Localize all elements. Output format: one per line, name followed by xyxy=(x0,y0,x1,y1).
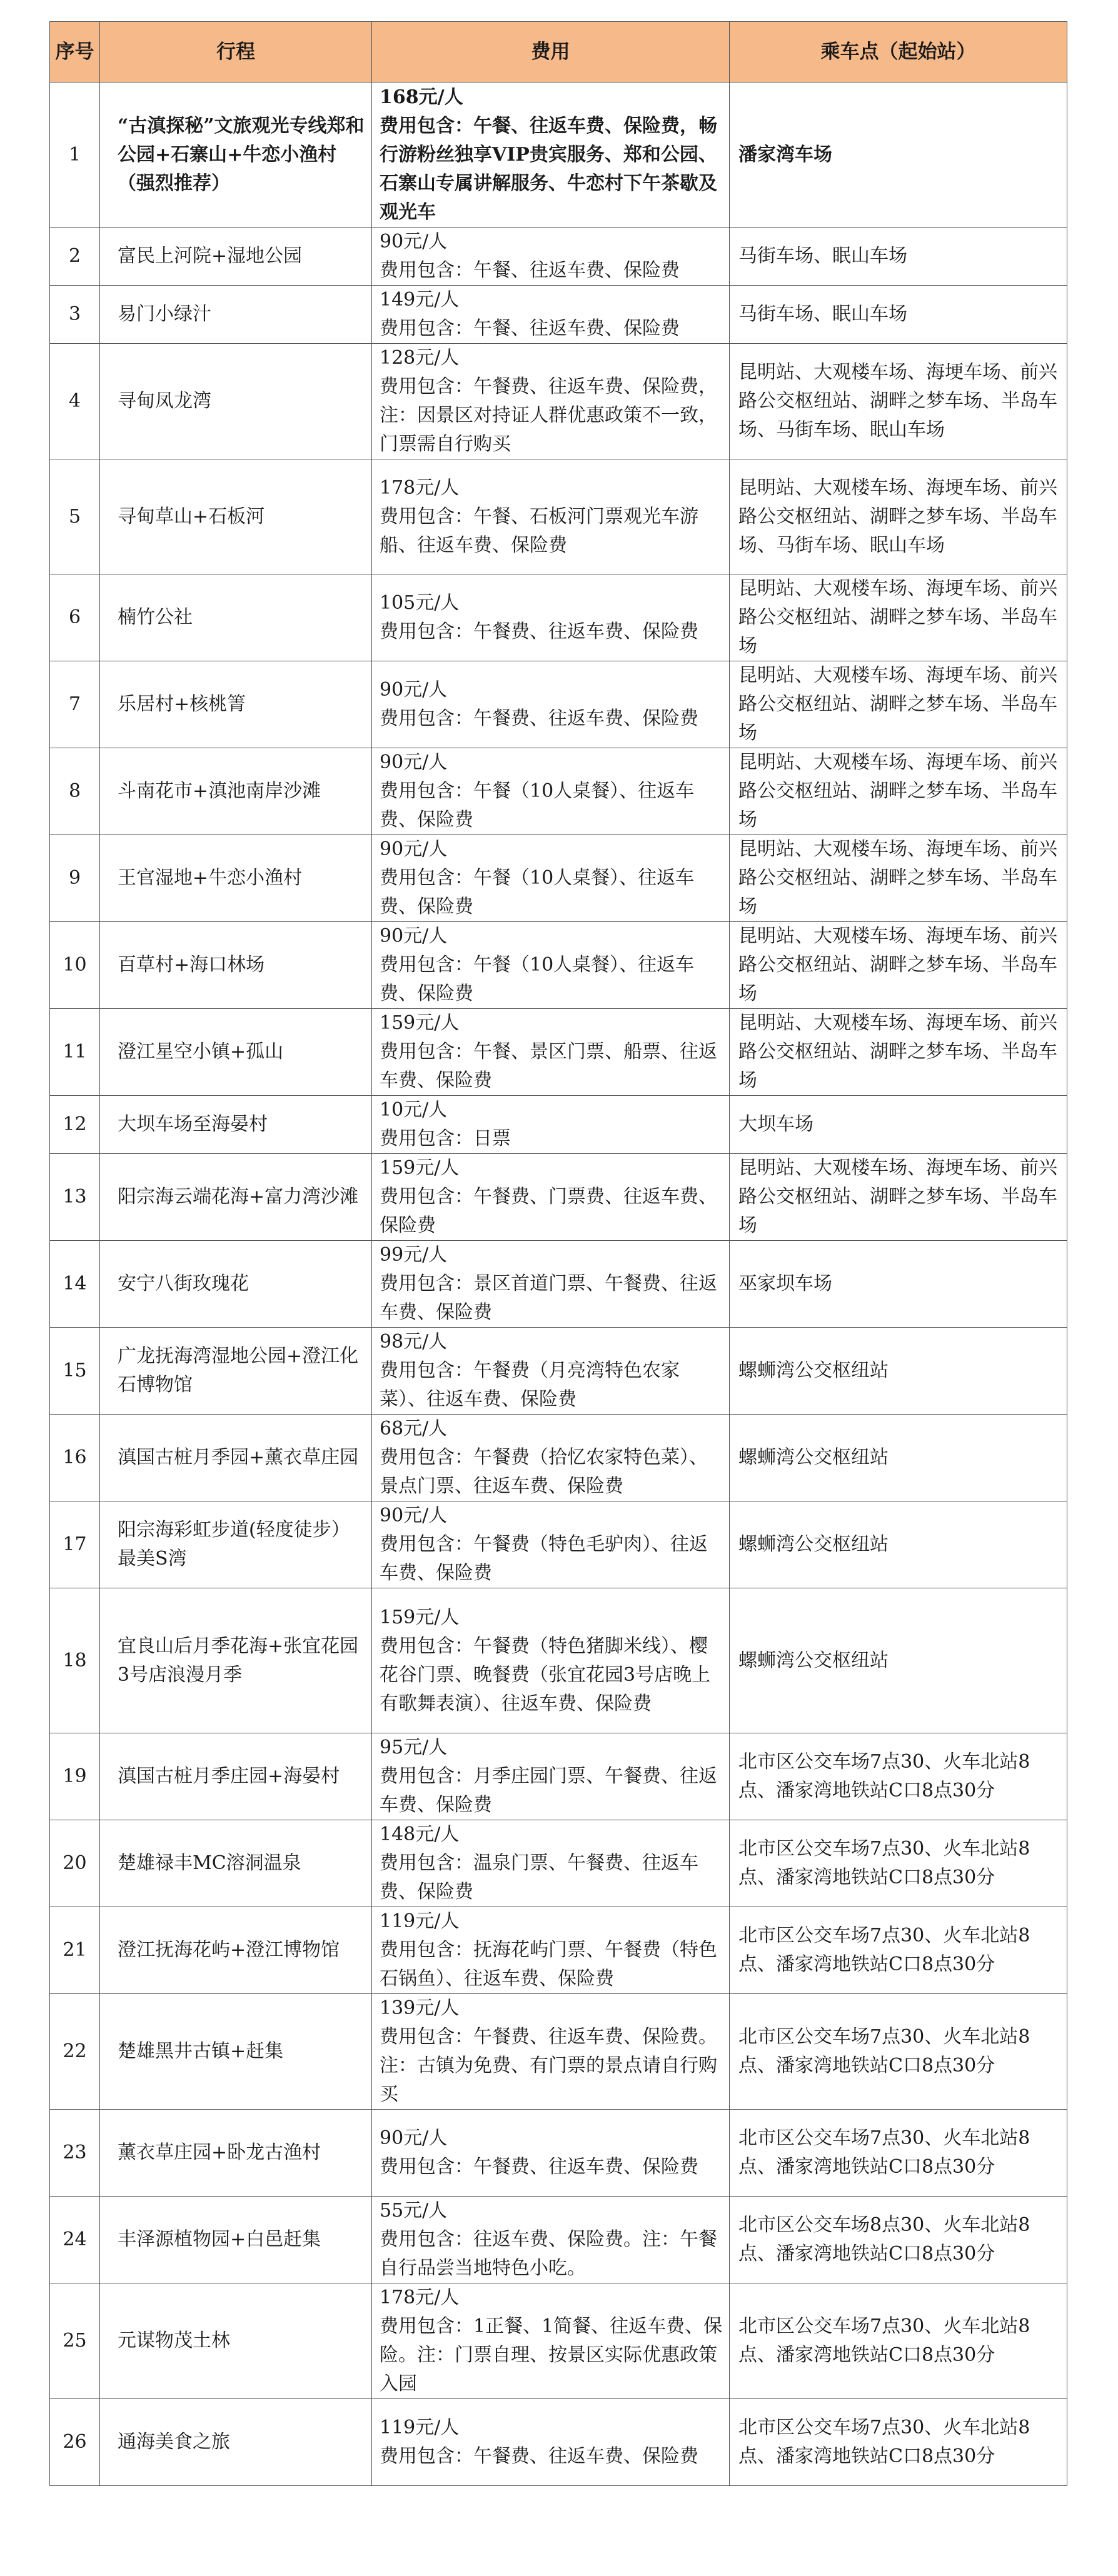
cost-cell xyxy=(372,2283,730,2399)
pickup-cell: 昆明站、大观楼车场、海埂车场、前兴路公交枢纽站、湖畔之梦车场、半岛车场 xyxy=(730,1009,1067,1096)
price-text: 90元/人 xyxy=(380,1505,448,1526)
cost-detail: 费用包含：月季庄园门票、午餐费、往返车费、保险费 xyxy=(380,1765,717,1816)
cost-detail: 费用包含：景区首道门票、午餐费、往返车费、保险费 xyxy=(380,1273,717,1323)
route-cell: 百草村+海口林场 xyxy=(100,922,372,1009)
price-text: 105元/人 xyxy=(380,592,460,614)
pickup-cell: 昆明站、大观楼车场、海埂车场、前兴路公交枢纽站、湖畔之梦车场、半岛车场 xyxy=(730,835,1067,922)
pickup-cell: 北市区公交车场7点30、火车北站8点、潘家湾地铁站C口8点30分 xyxy=(730,1994,1067,2110)
pickup-cell: 昆明站、大观楼车场、海埂车场、前兴路公交枢纽站、湖畔之梦车场、半岛车场 xyxy=(730,922,1067,1009)
route-cell: 安宁八街玫瑰花 xyxy=(100,1241,372,1328)
row-number: 22 xyxy=(50,1994,100,2110)
row-number: 8 xyxy=(50,748,100,835)
cost-cell xyxy=(372,459,730,574)
row-number: 6 xyxy=(50,574,100,661)
route-cell: 丰泽源植物园+白邑赶集 xyxy=(100,2197,372,2283)
table-row xyxy=(50,83,1067,228)
table-row xyxy=(50,2399,1067,2486)
itinerary-sheet xyxy=(49,21,1067,2486)
row-number: 10 xyxy=(50,922,100,1009)
route-cell: 楚雄黑井古镇+赶集 xyxy=(100,1994,372,2110)
price-text: 178元/人 xyxy=(380,2287,460,2308)
row-number: 24 xyxy=(50,2197,100,2283)
cost-detail: 费用包含：温泉门票、午餐费、往返车费、保险费 xyxy=(380,1852,698,1903)
table-row xyxy=(50,286,1067,344)
cost-cell xyxy=(372,835,730,922)
route-cell: 薰衣草庄园+卧龙古渔村 xyxy=(100,2110,372,2197)
table-body xyxy=(50,83,1067,2486)
cost-detail: 费用包含：午餐费、门票费、往返车费、保险费 xyxy=(380,1186,717,1236)
route-cell: 寻甸凤龙湾 xyxy=(100,344,372,459)
row-number: 25 xyxy=(50,2283,100,2399)
pickup-cell: 北市区公交车场7点30、火车北站8点、潘家湾地铁站C口8点30分 xyxy=(730,1733,1067,1820)
table-row xyxy=(50,1154,1067,1241)
row-number: 9 xyxy=(50,835,100,922)
table-row xyxy=(50,1588,1067,1733)
table-row xyxy=(50,228,1067,286)
cost-cell xyxy=(372,1907,730,1994)
table-row xyxy=(50,922,1067,1009)
table-row xyxy=(50,1733,1067,1820)
cost-detail: 费用包含：午餐、往返车费、保险费 xyxy=(380,318,680,339)
table-row xyxy=(50,574,1067,661)
row-number: 14 xyxy=(50,1241,100,1328)
price-text: 139元/人 xyxy=(380,1997,460,2019)
header-route: 行程 xyxy=(100,22,372,83)
pickup-cell: 巫家坝车场 xyxy=(730,1241,1067,1328)
cost-cell xyxy=(372,748,730,835)
route-cell: 广龙抚海湾湿地公园+澄江化石博物馆 xyxy=(100,1328,372,1415)
price-text: 119元/人 xyxy=(380,1910,460,1932)
pickup-cell: 北市区公交车场8点30、火车北站8点、潘家湾地铁站C口8点30分 xyxy=(730,2197,1067,2283)
route-cell: 乐居村+核桃箐 xyxy=(100,661,372,748)
cost-cell xyxy=(372,1241,730,1328)
pickup-cell: 马街车场、眠山车场 xyxy=(730,286,1067,344)
cost-cell xyxy=(372,228,730,286)
price-text: 168元/人 xyxy=(380,86,463,108)
cost-detail: 费用包含：午餐费、往返车费、保险费 xyxy=(380,708,698,729)
cost-detail: 费用包含：午餐费、往返车费、保险费，注：因景区对持证人群优惠政策不一致，门票需自行购买 xyxy=(380,376,717,455)
header-row xyxy=(50,22,1067,83)
price-text: 99元/人 xyxy=(380,1244,448,1266)
route-cell: 大坝车场至海晏村 xyxy=(100,1096,372,1154)
route-cell: 阳宗海彩虹步道(轻度徒步）最美S湾 xyxy=(100,1501,372,1588)
cost-detail: 费用包含：午餐、往返车费、保险费，畅行游粉丝独享VIP贵宾服务、郑和公园、石寨山专属讲解服务、牛恋村下午茶歇及观光车 xyxy=(380,114,717,223)
cost-cell xyxy=(372,344,730,459)
pickup-cell: 北市区公交车场7点30、火车北站8点、潘家湾地铁站C口8点30分 xyxy=(730,1820,1067,1907)
price-text: 98元/人 xyxy=(380,1331,448,1353)
table-row xyxy=(50,661,1067,748)
table-row xyxy=(50,1415,1067,1501)
cost-cell xyxy=(372,1328,730,1415)
route-cell: 楠竹公社 xyxy=(100,574,372,661)
price-text: 128元/人 xyxy=(380,347,460,369)
table-row xyxy=(50,835,1067,922)
table-row xyxy=(50,748,1067,835)
cost-detail: 费用包含：抚海花屿门票、午餐费（特色石锅鱼）、往返车费、保险费 xyxy=(380,1939,717,1990)
cost-cell xyxy=(372,574,730,661)
table-row xyxy=(50,1994,1067,2110)
cost-cell xyxy=(372,1588,730,1733)
row-number: 23 xyxy=(50,2110,100,2197)
pickup-cell: 北市区公交车场7点30、火车北站8点、潘家湾地铁站C口8点30分 xyxy=(730,2283,1067,2399)
pickup-cell: 昆明站、大观楼车场、海埂车场、前兴路公交枢纽站、湖畔之梦车场、半岛车场 xyxy=(730,574,1067,661)
price-text: 178元/人 xyxy=(380,476,460,499)
cost-detail: 费用包含：午餐费、往返车费、保险费 xyxy=(380,621,698,643)
row-number: 18 xyxy=(50,1588,100,1733)
row-number: 4 xyxy=(50,344,100,459)
row-number: 7 xyxy=(50,661,100,748)
cost-detail: 费用包含：午餐、景区门票、船票、往返车费、保险费 xyxy=(380,1041,717,1091)
table-row xyxy=(50,2283,1067,2399)
row-number: 5 xyxy=(50,459,100,574)
cost-detail: 费用包含：午餐费（特色猪脚米线）、樱花谷门票、晚餐费（张宜花园3号店晚上有歌舞表演）、往返车费、保险费 xyxy=(380,1635,711,1715)
cost-cell xyxy=(372,1820,730,1907)
table-row xyxy=(50,459,1067,574)
pickup-cell: 昆明站、大观楼车场、海埂车场、前兴路公交枢纽站、湖畔之梦车场、半岛车场 xyxy=(730,661,1067,748)
route-cell: 通海美食之旅 xyxy=(100,2399,372,2486)
route-cell: 元谋物茂土林 xyxy=(100,2283,372,2399)
price-text: 90元/人 xyxy=(380,751,448,773)
cost-cell xyxy=(372,661,730,748)
price-text: 148元/人 xyxy=(380,1823,460,1845)
pickup-cell: 螺蛳湾公交枢纽站 xyxy=(730,1415,1067,1501)
row-number: 16 xyxy=(50,1415,100,1501)
cost-detail: 费用包含：午餐（10人桌餐）、往返车费、保险费 xyxy=(380,780,695,831)
price-text: 68元/人 xyxy=(380,1418,448,1440)
route-cell: 澄江星空小镇+孤山 xyxy=(100,1009,372,1096)
cost-detail: 费用包含：午餐、石板河门票观光车游船、往返车费、保险费 xyxy=(380,505,698,556)
pickup-cell: 马街车场、眠山车场 xyxy=(730,228,1067,286)
cost-detail: 费用包含：午餐（10人桌餐）、往返车费、保险费 xyxy=(380,867,695,918)
cost-detail: 费用包含：午餐、往返车费、保险费 xyxy=(380,259,680,281)
cost-cell xyxy=(372,2197,730,2283)
price-text: 159元/人 xyxy=(380,1606,460,1628)
pickup-cell: 潘家湾车场 xyxy=(730,83,1067,228)
price-text: 90元/人 xyxy=(380,679,448,701)
table-row xyxy=(50,1328,1067,1415)
table-row xyxy=(50,1907,1067,1994)
price-text: 119元/人 xyxy=(380,2417,460,2438)
cost-cell xyxy=(372,922,730,1009)
pickup-cell: 北市区公交车场7点30、火车北站8点、潘家湾地铁站C口8点30分 xyxy=(730,2399,1067,2486)
price-text: 149元/人 xyxy=(380,289,460,311)
cost-cell xyxy=(372,1096,730,1154)
cost-detail: 费用包含：午餐费、往返车费、保险费。注：古镇为免费、有门票的景点请自行购买 xyxy=(380,2026,717,2105)
row-number: 21 xyxy=(50,1907,100,1994)
route-cell: 楚雄禄丰MC溶洞温泉 xyxy=(100,1820,372,1907)
cost-cell xyxy=(372,1733,730,1820)
route-cell: 富民上河院+湿地公园 xyxy=(100,228,372,286)
table-row xyxy=(50,1009,1067,1096)
cost-detail: 费用包含：午餐（10人桌餐）、往返车费、保险费 xyxy=(380,954,695,1005)
table-row xyxy=(50,2197,1067,2283)
cost-cell xyxy=(372,1501,730,1588)
pickup-cell: 螺蛳湾公交枢纽站 xyxy=(730,1501,1067,1588)
table-row xyxy=(50,1096,1067,1154)
row-number: 11 xyxy=(50,1009,100,1096)
pickup-cell: 北市区公交车场7点30、火车北站8点、潘家湾地铁站C口8点30分 xyxy=(730,1907,1067,1994)
cost-cell xyxy=(372,2110,730,2197)
cost-detail: 费用包含：日票 xyxy=(380,1128,511,1150)
route-cell: 澄江抚海花屿+澄江博物馆 xyxy=(100,1907,372,1994)
route-cell: 寻甸草山+石板河 xyxy=(100,459,372,574)
cost-detail: 费用包含：午餐费、往返车费、保险费 xyxy=(380,2156,698,2178)
row-number: 17 xyxy=(50,1501,100,1588)
cost-detail: 费用包含：1正餐、1简餐、往返车费、保险。注：门票自理、按景区实际优惠政策入园 xyxy=(380,2315,723,2395)
cost-detail: 费用包含：午餐费、往返车费、保险费 xyxy=(380,2445,698,2467)
price-text: 55元/人 xyxy=(380,2200,448,2222)
cost-detail: 费用包含：午餐费（特色毛驴肉）、往返车费、保险费 xyxy=(380,1533,708,1584)
cost-cell xyxy=(372,1009,730,1096)
row-number: 2 xyxy=(50,228,100,286)
table-row xyxy=(50,1241,1067,1328)
pickup-cell: 昆明站、大观楼车场、海埂车场、前兴路公交枢纽站、湖畔之梦车场、半岛车场 xyxy=(730,748,1067,835)
pickup-cell: 昆明站、大观楼车场、海埂车场、前兴路公交枢纽站、湖畔之梦车场、半岛车场、马街车场、眠山车场 xyxy=(730,344,1067,459)
cost-cell xyxy=(372,1154,730,1241)
table-row xyxy=(50,1501,1067,1588)
price-text: 90元/人 xyxy=(380,2127,448,2149)
route-cell: 宜良山后月季花海+张宜花园3号店浪漫月季 xyxy=(100,1588,372,1733)
price-text: 159元/人 xyxy=(380,1157,460,1179)
price-text: 159元/人 xyxy=(380,1012,460,1034)
table-row xyxy=(50,344,1067,459)
pickup-cell: 昆明站、大观楼车场、海埂车场、前兴路公交枢纽站、湖畔之梦车场、半岛车场、马街车场、眠山车场 xyxy=(730,459,1067,574)
route-cell: 王官湿地+牛恋小渔村 xyxy=(100,835,372,922)
pickup-cell: 昆明站、大观楼车场、海埂车场、前兴路公交枢纽站、湖畔之梦车场、半岛车场 xyxy=(730,1154,1067,1241)
cost-detail: 费用包含：午餐费（月亮湾特色农家菜）、往返车费、保险费 xyxy=(380,1360,680,1410)
cost-detail: 费用包含：午餐费（拾忆农家特色菜）、景点门票、往返车费、保险费 xyxy=(380,1446,708,1497)
header-num: 序号 xyxy=(50,22,100,83)
cost-detail: 费用包含：往返车费、保险费。注：午餐自行品尝当地特色小吃。 xyxy=(380,2228,717,2279)
row-number: 1 xyxy=(50,83,100,228)
pickup-cell: 螺蛳湾公交枢纽站 xyxy=(730,1328,1067,1415)
pickup-cell: 北市区公交车场7点30、火车北站8点、潘家湾地铁站C口8点30分 xyxy=(730,2110,1067,2197)
row-number: 3 xyxy=(50,286,100,344)
cost-cell xyxy=(372,1415,730,1501)
route-cell: 滇国古桩月季庄园+海晏村 xyxy=(100,1733,372,1820)
table-row xyxy=(50,2110,1067,2197)
cost-cell xyxy=(372,286,730,344)
row-number: 20 xyxy=(50,1820,100,1907)
itinerary-table xyxy=(49,21,1067,2486)
header-pickup: 乘车点（起始站） xyxy=(730,22,1067,83)
price-text: 90元/人 xyxy=(380,925,448,947)
route-cell: 滇国古桩月季园+薰衣草庄园 xyxy=(100,1415,372,1501)
route-cell: 斗南花市+滇池南岸沙滩 xyxy=(100,748,372,835)
price-text: 90元/人 xyxy=(380,838,448,860)
cost-cell xyxy=(372,83,730,228)
header-cost: 费用 xyxy=(372,22,730,83)
price-text: 90元/人 xyxy=(380,231,448,253)
row-number: 15 xyxy=(50,1328,100,1415)
row-number: 13 xyxy=(50,1154,100,1241)
table-row xyxy=(50,1820,1067,1907)
price-text: 10元/人 xyxy=(380,1099,448,1121)
row-number: 12 xyxy=(50,1096,100,1154)
route-cell: 阳宗海云端花海+富力湾沙滩 xyxy=(100,1154,372,1241)
pickup-cell: 大坝车场 xyxy=(730,1096,1067,1154)
price-text: 95元/人 xyxy=(380,1737,448,1758)
cost-cell xyxy=(372,1994,730,2110)
pickup-cell: 螺蛳湾公交枢纽站 xyxy=(730,1588,1067,1733)
row-number: 26 xyxy=(50,2399,100,2486)
route-cell: 易门小绿汁 xyxy=(100,286,372,344)
row-number: 19 xyxy=(50,1733,100,1820)
route-cell: “古滇探秘”文旅观光专线郑和公园+石寨山+牛恋小渔村（强烈推荐） xyxy=(100,83,372,228)
cost-cell xyxy=(372,2399,730,2486)
